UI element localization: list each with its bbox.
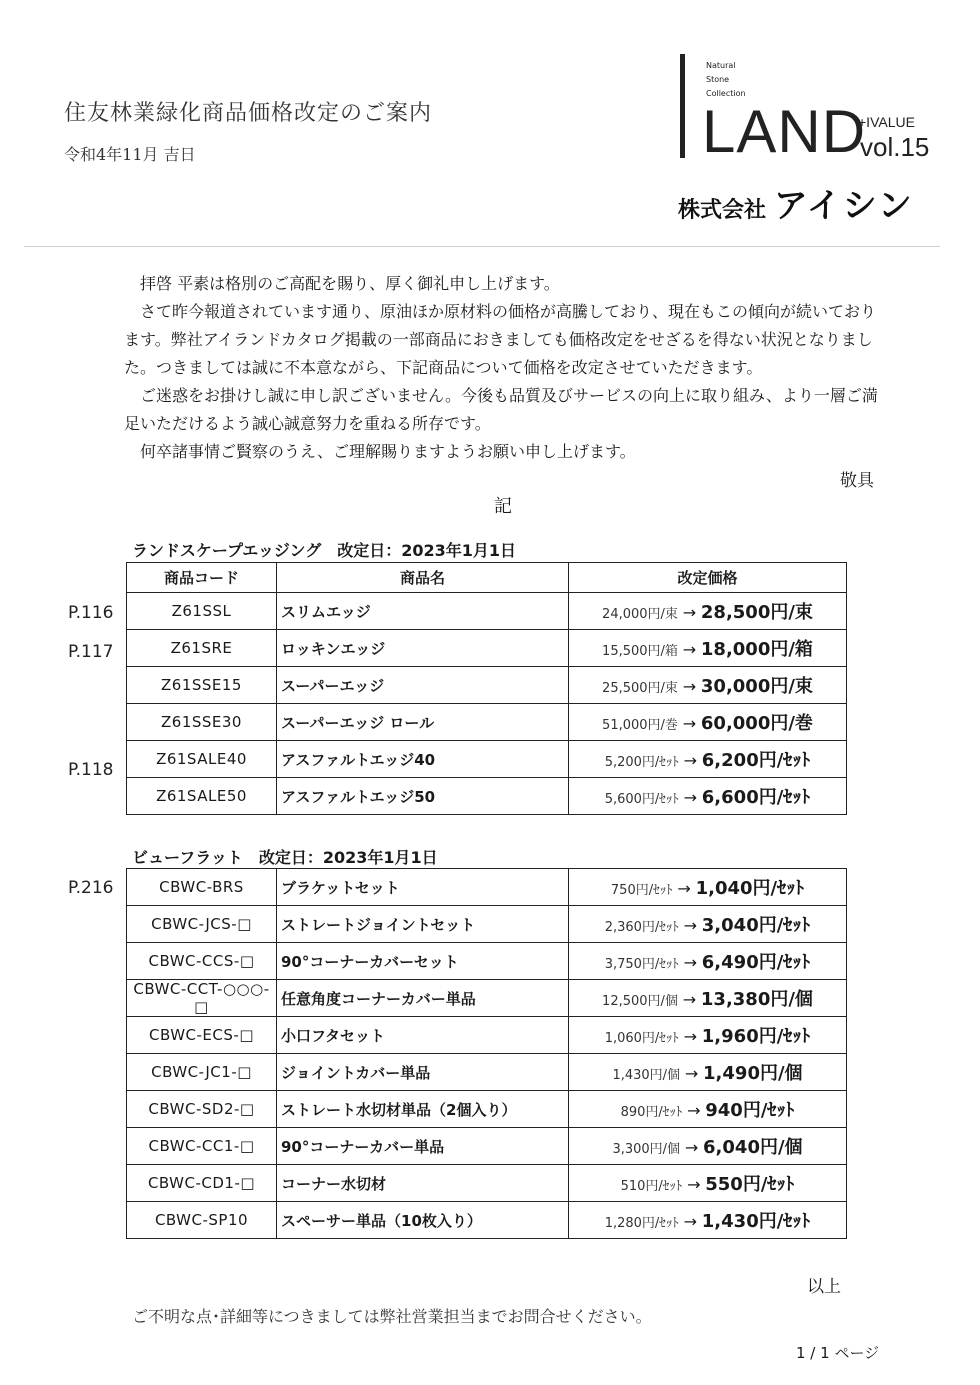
logo-collection: Collection (706, 89, 746, 98)
logo-ivalue: +IVALUE (858, 114, 915, 130)
old-price: 25,500円/束 (602, 681, 678, 696)
logo-vol: vol.15 (860, 132, 930, 162)
arrow-icon: → (687, 1175, 701, 1194)
product-name: 90°コーナーカバー単品 (277, 1128, 569, 1165)
logo-natural: Natural (706, 61, 736, 70)
island-logo (678, 50, 930, 226)
header-name: 商品名 (277, 563, 569, 593)
document-title: 住友林業緑化商品価格改定のご案内 (64, 101, 433, 126)
header-divider (24, 246, 940, 247)
revised-price (569, 980, 847, 1017)
arrow-icon: → (683, 1027, 697, 1046)
table-row (127, 593, 847, 630)
revised-price (569, 1202, 847, 1239)
catalog-page-ref: P.216 (68, 878, 114, 898)
price-table-view-flat (126, 868, 847, 1239)
logo-stone: Stone (706, 75, 730, 84)
catalog-page-ref: P.118 (68, 760, 114, 780)
arrow-icon: → (684, 1064, 699, 1083)
product-code: CBWC-BRS (127, 869, 277, 906)
new-price: 1,960円/ｾｯﾄ (701, 1026, 811, 1047)
old-price: 15,500円/箱 (602, 644, 678, 659)
product-name: ジョイントカバー単品 (277, 1054, 569, 1091)
header-code: 商品コード (127, 563, 277, 593)
header-price: 改定価格 (569, 563, 847, 593)
product-code: CBWC-CD1-□ (127, 1165, 277, 1202)
new-price: 18,000円/箱 (700, 639, 813, 660)
arrow-icon: → (683, 953, 697, 972)
product-name: ブラケットセット (277, 869, 569, 906)
product-name: ストレートジョイントセット (277, 906, 569, 943)
old-price: 510円/ｾｯﾄ (620, 1179, 683, 1194)
table-row (127, 667, 847, 704)
old-price: 1,060円/ｾｯﾄ (604, 1031, 679, 1046)
body-paragraph-2: さて昨今報道されています通り、原油ほか原材料の価格が高騰しており、現在もこの傾向が続いております。弊社アイランドカタログ掲載の一部商品におきましても価格改定をせざるを得ない状況となりました。つきましては誠に不本意ながら、下記商品について価格を改定させていただきます。 (124, 302, 877, 377)
table-row (127, 1165, 847, 1202)
table-row (127, 1054, 847, 1091)
new-price: 3,040円/ｾｯﾄ (701, 915, 811, 936)
revised-price (569, 1017, 847, 1054)
product-code: CBWC-CC1-□ (127, 1128, 277, 1165)
page-number: 1 / 1 ページ (796, 1344, 880, 1362)
old-price: 24,000円/束 (602, 607, 678, 622)
old-price: 51,000円/巻 (602, 718, 678, 733)
arrow-icon: → (684, 1138, 699, 1157)
old-price: 3,750円/ｾｯﾄ (604, 957, 679, 972)
old-price: 12,500円/個 (602, 994, 678, 1009)
product-code: Z61SSE30 (127, 704, 277, 741)
section-title-landscape-edging: ランドスケープエッジング 改定日：2023年1月1日 (132, 541, 516, 560)
product-name: コーナー水切材 (277, 1165, 569, 1202)
arrow-icon: → (682, 990, 697, 1009)
table-row (127, 869, 847, 906)
arrow-icon: → (682, 677, 697, 696)
company-name: アイシン (773, 186, 914, 226)
section-title-view-flat: ビューフラット 改定日：2023年1月1日 (132, 848, 438, 867)
product-name: 90°コーナーカバーセット (277, 943, 569, 980)
logo-land: LAND (702, 98, 867, 165)
new-price: 60,000円/巻 (700, 713, 813, 734)
revised-price (569, 1054, 847, 1091)
table-row (127, 906, 847, 943)
revised-price (569, 778, 847, 815)
company-logo (678, 178, 914, 227)
table-row (127, 1202, 847, 1239)
new-price: 1,430円/ｾｯﾄ (701, 1211, 811, 1232)
revised-price (569, 869, 847, 906)
product-name: アスファルトエッジ50 (277, 778, 569, 815)
old-price: 5,200円/ｾｯﾄ (604, 755, 679, 770)
product-code: CBWC-CCT-○○○-□ (127, 980, 277, 1017)
product-code: CBWC-ECS-□ (127, 1017, 277, 1054)
old-price: 1,280円/ｾｯﾄ (604, 1216, 679, 1231)
document-date: 令和4年11月 吉日 (64, 145, 196, 164)
ki-marker: 記 (494, 496, 512, 517)
arrow-icon: → (682, 640, 697, 659)
product-code: CBWC-JCS-□ (127, 906, 277, 943)
new-price: 940円/ｾｯﾄ (705, 1100, 795, 1121)
new-price: 13,380円/個 (700, 989, 813, 1010)
old-price: 3,300円/個 (612, 1142, 681, 1157)
product-name: スペーサー単品（10枚入り） (277, 1202, 569, 1239)
company-prefix: 株式会社 (678, 198, 767, 223)
revised-price (569, 630, 847, 667)
new-price: 28,500円/束 (700, 602, 813, 623)
product-code: Z61SSL (127, 593, 277, 630)
product-name: ロッキンエッジ (277, 630, 569, 667)
old-price: 750円/ｾｯﾄ (610, 883, 673, 898)
arrow-icon: → (687, 1101, 701, 1120)
new-price: 30,000円/束 (700, 676, 813, 697)
contact-note: ご不明な点･詳細等につきましては弊社営業担当までお問合せください。 (132, 1307, 652, 1326)
new-price: 6,040円/個 (703, 1137, 803, 1158)
catalog-page-ref: P.116 (68, 603, 114, 623)
new-price: 550円/ｾｯﾄ (705, 1174, 795, 1195)
letter-body (124, 270, 884, 466)
revised-price (569, 593, 847, 630)
product-name: スーパーエッジ ロール (277, 704, 569, 741)
arrow-icon: → (683, 916, 697, 935)
revised-price (569, 1091, 847, 1128)
new-price: 6,200円/ｾｯﾄ (701, 750, 811, 771)
table-row (127, 943, 847, 980)
revised-price (569, 1165, 847, 1202)
body-paragraph-3: ご迷惑をお掛けし誠に申し訳ございません。今後も品質及びサービスの向上に取り組み、より一層ご満足いただけるよう誠心誠意努力を重ねる所存です。 (124, 386, 878, 433)
price-table-landscape-edging (126, 562, 847, 815)
arrow-icon: → (682, 714, 697, 733)
old-price: 890円/ｾｯﾄ (620, 1105, 683, 1120)
new-price: 1,490円/個 (703, 1063, 803, 1084)
body-paragraph-4: 何卒諸事情ご賢察のうえ、ご理解賜りますようお願い申し上げます。 (140, 442, 636, 461)
old-price: 1,430円/個 (612, 1068, 681, 1083)
closing-keigu: 敬具 (840, 471, 874, 491)
table-row (127, 630, 847, 667)
product-name: アスファルトエッジ40 (277, 741, 569, 778)
product-code: CBWC-SP10 (127, 1202, 277, 1239)
revised-price (569, 943, 847, 980)
product-code: CBWC-CCS-□ (127, 943, 277, 980)
product-name: 小口フタセット (277, 1017, 569, 1054)
table-row (127, 1017, 847, 1054)
table-row (127, 980, 847, 1017)
table-row (127, 1091, 847, 1128)
arrow-icon: → (683, 751, 697, 770)
catalog-page-ref: P.117 (68, 642, 114, 662)
revised-price (569, 704, 847, 741)
logo-i-bar (680, 54, 685, 158)
body-paragraph-1: 拝啓 平素は格別のご高配を賜り、厚く御礼申し上げます。 (140, 274, 560, 293)
revised-price (569, 1128, 847, 1165)
table-row (127, 1128, 847, 1165)
table-row (127, 741, 847, 778)
arrow-icon: → (683, 1212, 697, 1231)
new-price: 6,600円/ｾｯﾄ (701, 787, 811, 808)
table-row (127, 704, 847, 741)
revised-price (569, 906, 847, 943)
old-price: 5,600円/ｾｯﾄ (604, 792, 679, 807)
arrow-icon: → (682, 603, 697, 622)
product-name: 任意角度コーナーカバー単品 (277, 980, 569, 1017)
product-code: CBWC-JC1-□ (127, 1054, 277, 1091)
new-price: 6,490円/ｾｯﾄ (701, 952, 811, 973)
product-code: Z61SSE15 (127, 667, 277, 704)
product-code: Z61SRE (127, 630, 277, 667)
product-code: Z61SALE40 (127, 741, 277, 778)
table-row (127, 778, 847, 815)
revised-price (569, 741, 847, 778)
product-name: スーパーエッジ (277, 667, 569, 704)
product-code: CBWC-SD2-□ (127, 1091, 277, 1128)
product-name: スリムエッジ (277, 593, 569, 630)
arrow-icon: → (677, 879, 691, 898)
ijo-end-mark: 以上 (807, 1277, 841, 1297)
new-price: 1,040円/ｾｯﾄ (695, 878, 805, 899)
arrow-icon: → (683, 788, 697, 807)
product-name: ストレート水切材単品（2個入り） (277, 1091, 569, 1128)
old-price: 2,360円/ｾｯﾄ (604, 920, 679, 935)
product-code: Z61SALE50 (127, 778, 277, 815)
revised-price (569, 667, 847, 704)
